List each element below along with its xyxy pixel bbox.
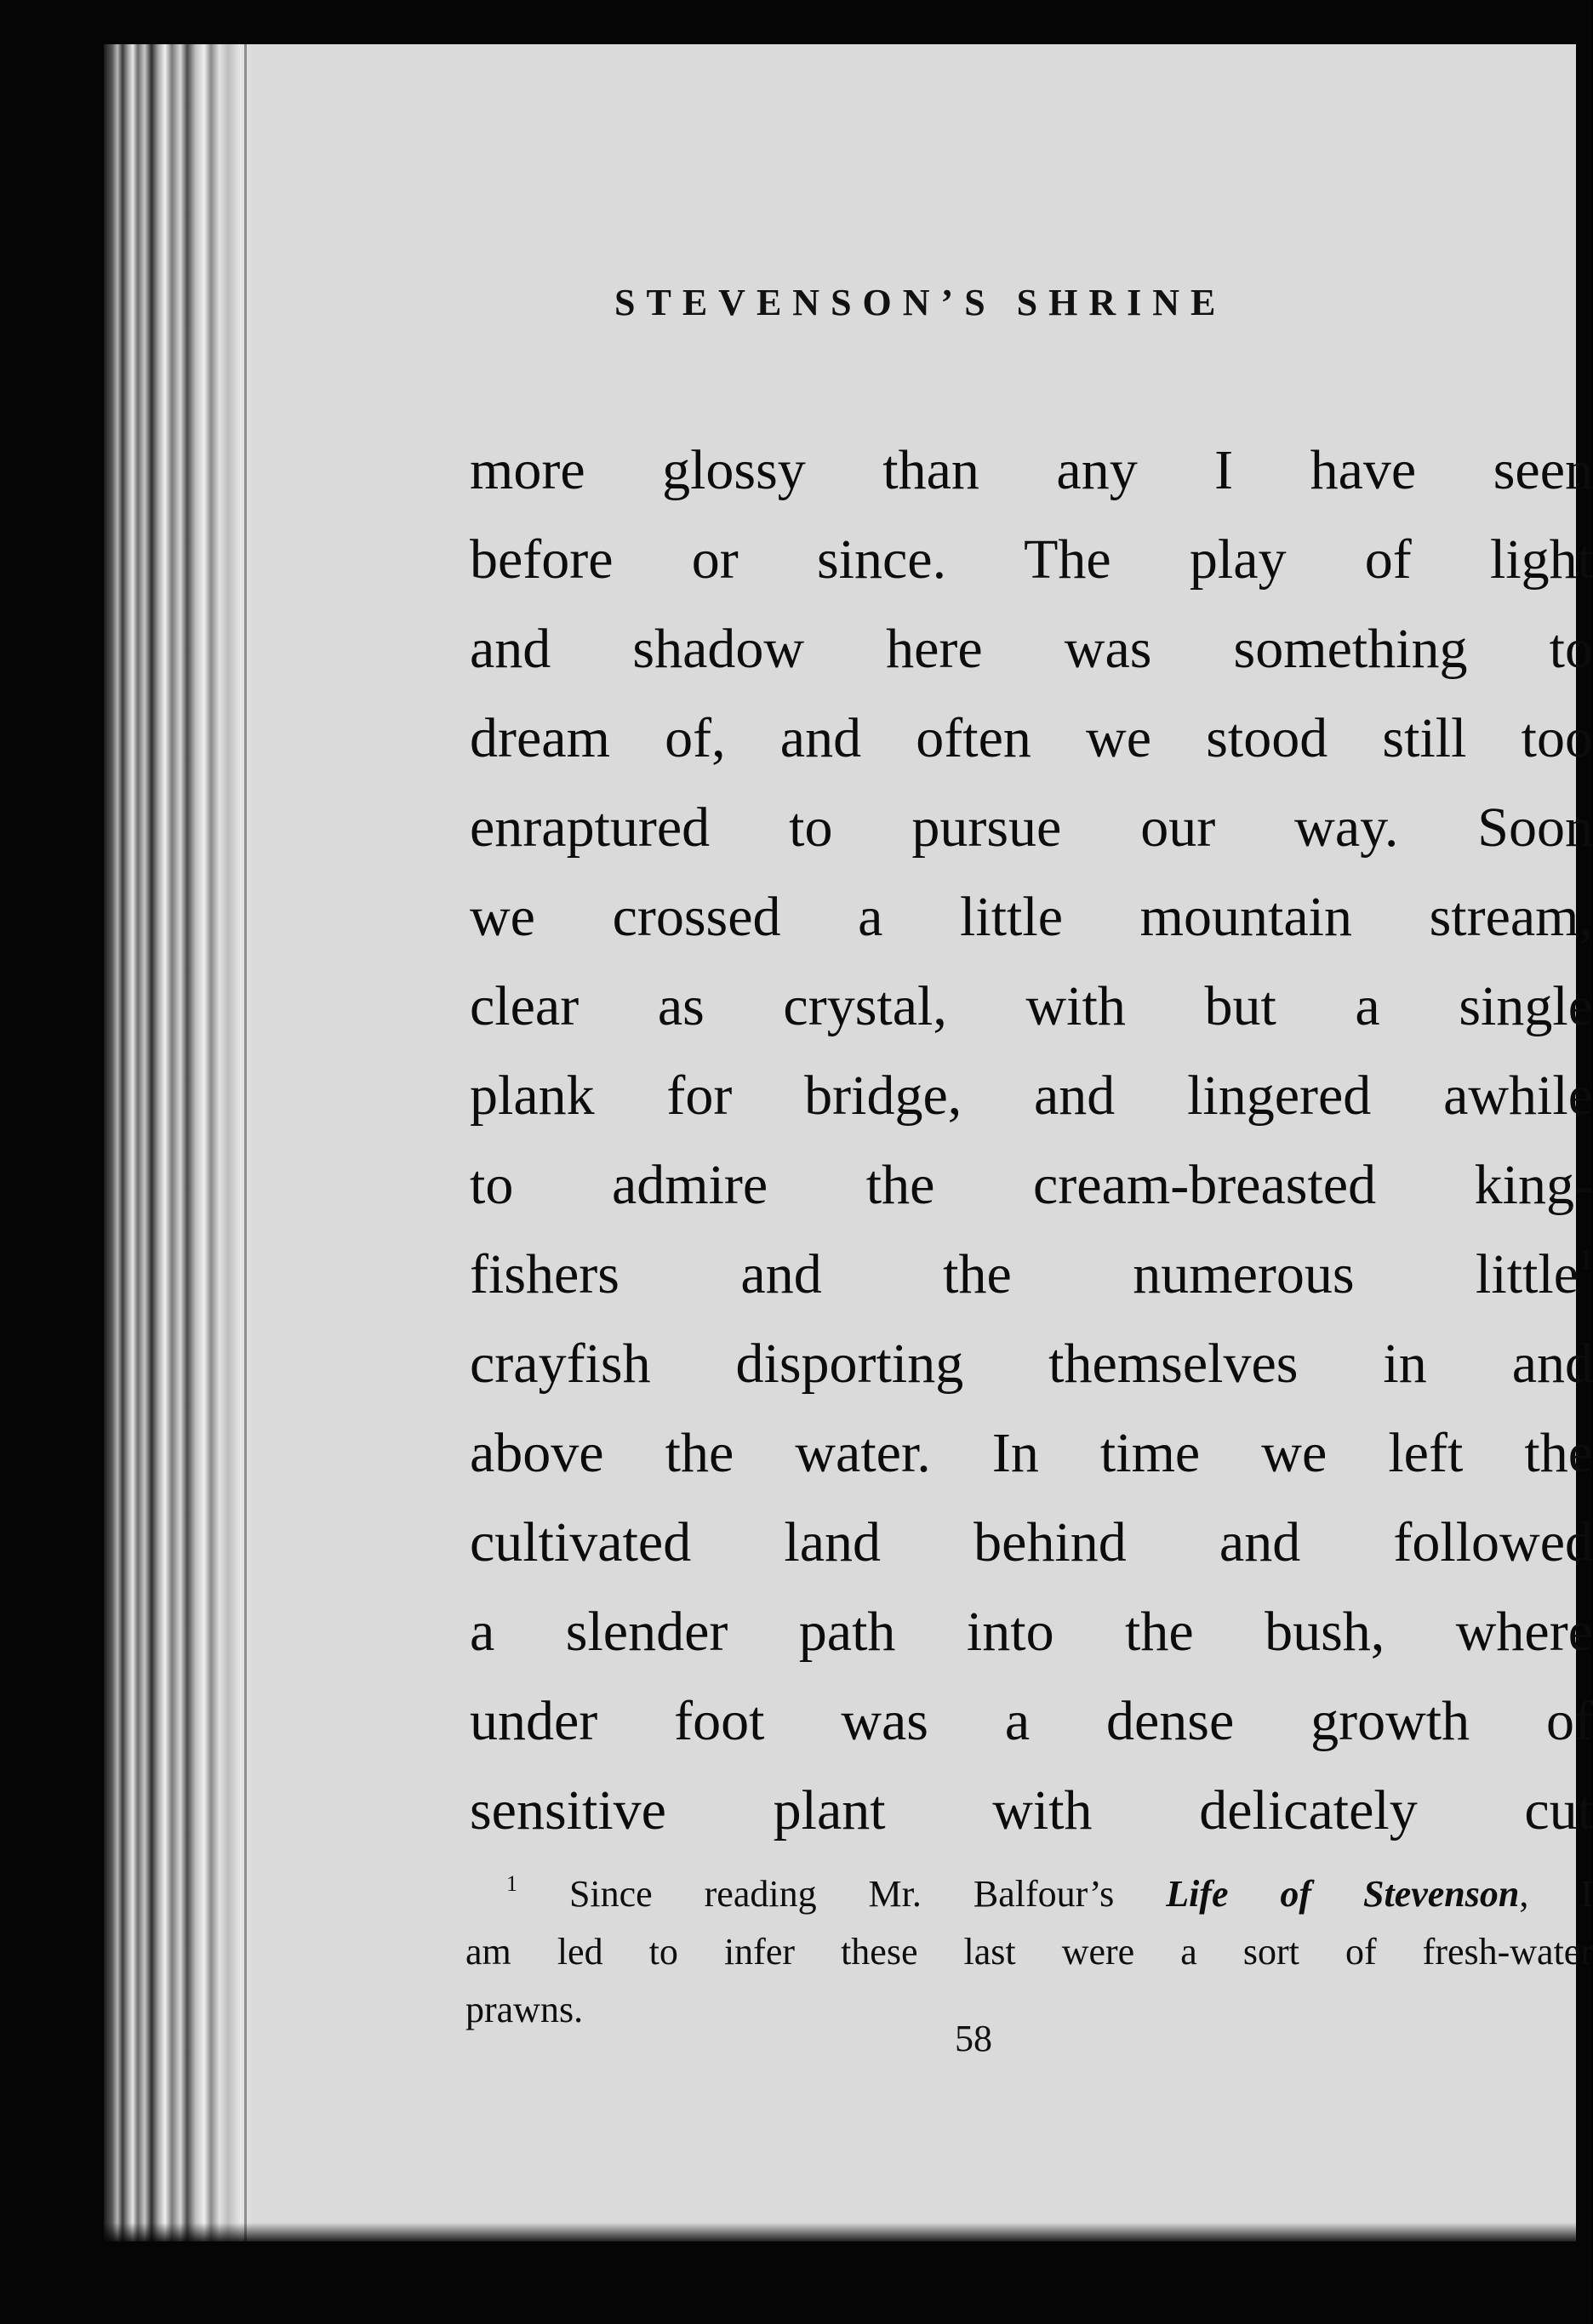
text-line: before or since. The play of light xyxy=(470,528,1593,591)
book-title: Life of Stevenson xyxy=(1166,1873,1520,1915)
text-line: dream of, and often we stood still too xyxy=(470,707,1593,769)
footnote-marker xyxy=(506,1873,517,1915)
footnote-line: prawns. xyxy=(465,1989,584,2030)
book-page xyxy=(104,44,1593,2241)
text-line: crayfish disporting themselves in and xyxy=(470,1333,1593,1395)
footnote-reference: 1 xyxy=(1579,1244,1593,1276)
text-line: a slender path into the bush, where xyxy=(470,1601,1593,1663)
footnote-line xyxy=(465,1865,1593,1923)
text-line: more glossy than any I have seen xyxy=(470,439,1593,501)
text-line: enraptured to pursue our way. Soon xyxy=(470,797,1593,859)
page-edge-stack xyxy=(104,44,253,2241)
footnote-text: , I xyxy=(1519,1873,1593,1915)
text-line: cultivated land behind and followed xyxy=(470,1511,1593,1573)
text-line: we crossed a little mountain stream, xyxy=(470,886,1593,948)
text-line: sensitive plant with delicately cut xyxy=(470,1779,1593,1841)
text-line: under foot was a dense growth of xyxy=(470,1690,1593,1752)
gutter-line xyxy=(244,44,247,2241)
text-line: and shadow here was something to xyxy=(470,618,1593,680)
running-head: STEVENSON’S SHRINE xyxy=(614,282,1227,323)
text-line-content: fishers and the numerous little xyxy=(470,1243,1579,1305)
text-line: plank for bridge, and lingered awhile xyxy=(470,1065,1593,1127)
text-line: clear as crystal, with but a single xyxy=(470,975,1593,1037)
footnote-line: am led to infer these last were a sort of fresh-water xyxy=(465,1931,1593,1973)
page-number: 58 xyxy=(955,2018,992,2059)
body-text xyxy=(470,425,1593,1855)
page-bottom-shadow xyxy=(104,2223,1576,2241)
footnote-marker-text: 1 xyxy=(506,1871,517,1896)
text-line-with-note xyxy=(470,1230,1593,1319)
footnote-text: Since reading Mr. Balfour’s xyxy=(568,1873,1115,1915)
text-line: above the water. In time we left the xyxy=(470,1422,1593,1484)
footnote xyxy=(465,1865,1593,2039)
text-line: to admire the cream-breasted king- xyxy=(470,1154,1593,1216)
